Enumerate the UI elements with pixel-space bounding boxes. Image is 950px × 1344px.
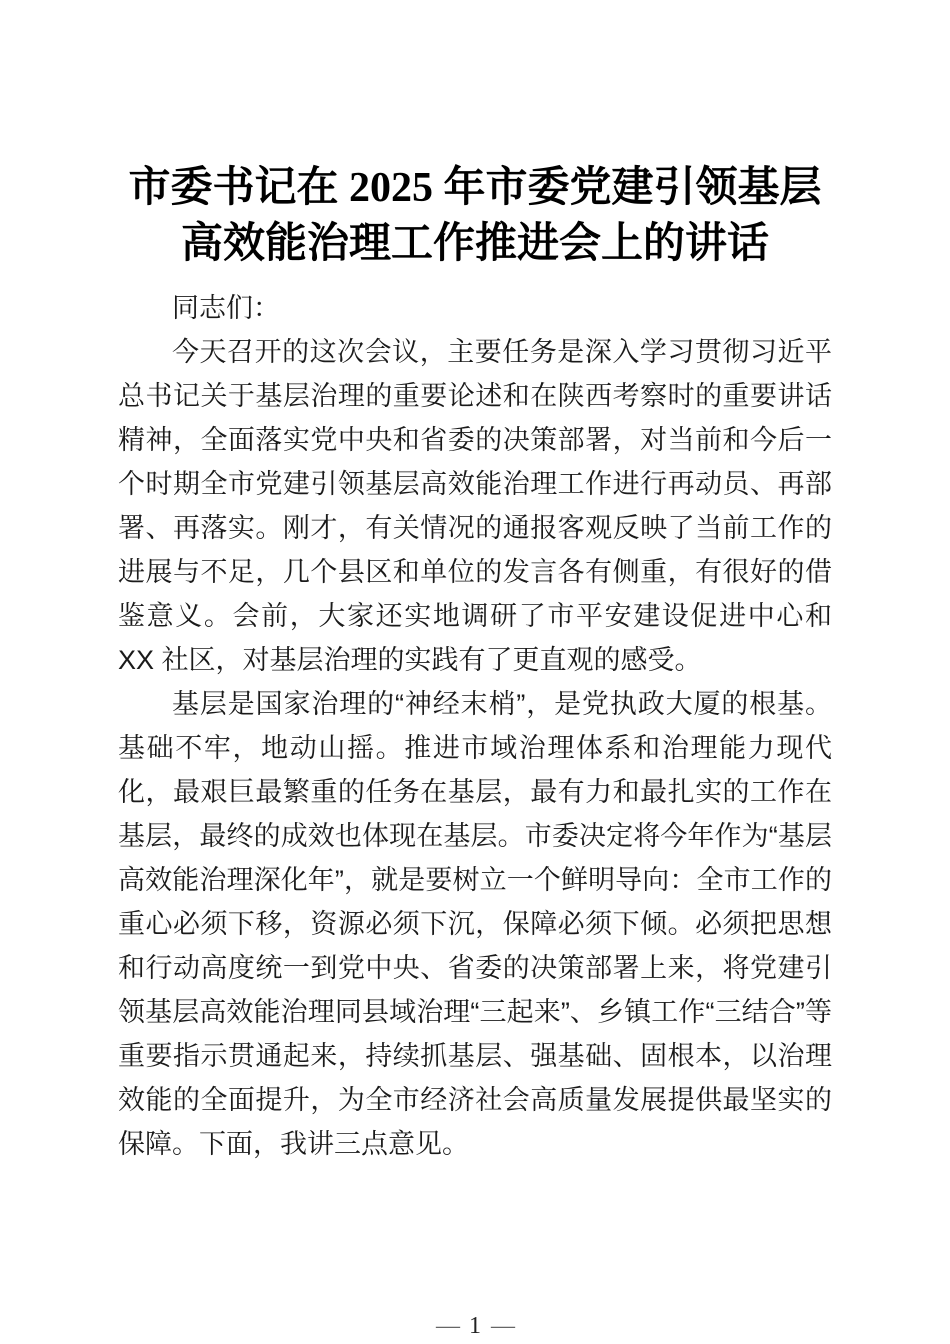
title-line-2: 高效能治理工作推进会上的讲话 bbox=[180, 221, 769, 267]
paragraph-2: 基层是国家治理的“神经末梢”，是党执政大厦的根基。基础不牢，地动山摇。推进市域治理体系和治理能力现代化，最艰巨最繁重的任务在基层，最有力和最扎实的工作在基层，最终的成效也体现在基层。市委决定将今年作为“基层高效能治理深化年”，就是要树立一个鲜明导向：全市工作的重心必须下移，资源必须下沉，保障必须下倾。必须把思想和行动高度统一到党中央、省委的决策部署上来，将党建引领基层高效能治理同县域治理“三起来”、乡镇工作“三结合”等重要指示贯通起来，持续抓基层、强基础、固根本，以治理效能的全面提升，为全市经济社会高质量发展提供最坚实的保障。下面，我讲三点意见。 bbox=[118, 689, 832, 1159]
document-body bbox=[118, 286, 832, 1166]
title-line-1: 市委书记在 2025 年市委党建引领基层 bbox=[128, 165, 822, 211]
page-number: 1 bbox=[469, 1313, 481, 1339]
page-number-dash-left: — bbox=[436, 1313, 459, 1339]
document-title bbox=[118, 160, 832, 272]
page-number-dash-right: — bbox=[491, 1313, 514, 1339]
page-footer bbox=[0, 1312, 950, 1340]
greeting-line: 同志们： bbox=[172, 293, 280, 323]
paragraph-1: 今天召开的这次会议，主要任务是深入学习贯彻习近平总书记关于基层治理的重要论述和在陕西考察时的重要讲话精神，全面落实党中央和省委的决策部署，对当前和今后一个时期全市党建引领基层高效能治理工作进行再动员、再部署、再落实。刚才，有关情况的通报客观反映了当前工作的进展与不足，几个县区和单位的发言各有侧重，有很好的借鉴意义。会前，大家还实地调研了市平安建设促进中心和 XX 社区，对基层治理的实践有了更直观的感受。 bbox=[118, 337, 832, 675]
